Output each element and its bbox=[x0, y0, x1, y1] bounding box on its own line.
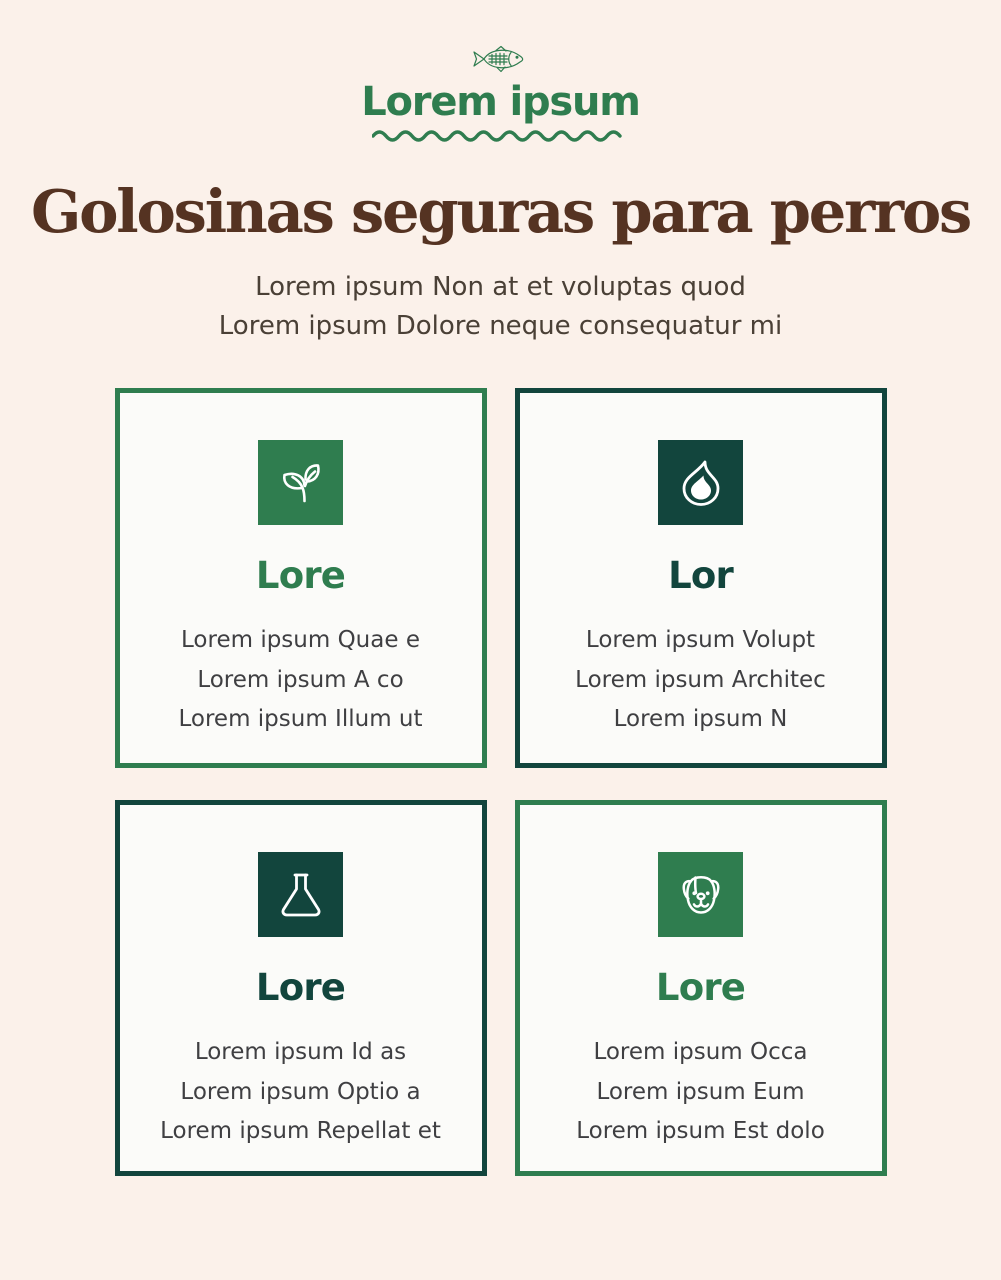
card-title: Lore bbox=[255, 966, 346, 1010]
card-body bbox=[160, 1033, 441, 1152]
card-body-line: Lorem ipsum Volupt bbox=[585, 627, 816, 654]
card-body-line: Lorem ipsum Architec bbox=[575, 666, 826, 693]
icon-tile bbox=[258, 852, 343, 937]
card-title: Lore bbox=[655, 966, 746, 1010]
icon-tile bbox=[258, 440, 343, 525]
feature-card bbox=[115, 800, 487, 1176]
feature-card bbox=[515, 388, 887, 768]
card-body bbox=[178, 621, 422, 740]
wavy-line-divider bbox=[372, 127, 630, 142]
page-title: Golosinas seguras para perros bbox=[30, 177, 971, 246]
dog-face-icon bbox=[675, 869, 727, 921]
icon-tile bbox=[658, 440, 743, 525]
fish-icon bbox=[470, 44, 532, 74]
card-body-line: Lorem ipsum Eum bbox=[596, 1078, 805, 1105]
icon-tile bbox=[658, 852, 743, 937]
brand-header bbox=[0, 0, 1001, 142]
subheading-line: Lorem ipsum Dolore neque consequatur mi bbox=[218, 311, 783, 342]
flask-icon bbox=[275, 869, 327, 921]
card-body-line: Lorem ipsum N bbox=[613, 706, 788, 733]
card-body-line: Lorem ipsum A co bbox=[197, 666, 404, 693]
card-body-line: Lorem ipsum Id as bbox=[194, 1039, 407, 1066]
feature-card bbox=[515, 800, 887, 1176]
card-body-line: Lorem ipsum Optio a bbox=[180, 1078, 421, 1105]
card-body-line: Lorem ipsum Repellat et bbox=[160, 1118, 441, 1145]
feature-card-grid bbox=[115, 388, 887, 1176]
card-body-line: Lorem ipsum Illum ut bbox=[178, 706, 423, 733]
subheading-line: Lorem ipsum Non at et voluptas quod bbox=[255, 272, 746, 303]
leaf-sprout-icon bbox=[275, 457, 327, 509]
card-title: Lore bbox=[255, 554, 346, 598]
subheading bbox=[219, 268, 782, 346]
feature-card bbox=[115, 388, 487, 768]
card-body-line: Lorem ipsum Occa bbox=[593, 1039, 808, 1066]
card-body-line: Lorem ipsum Quae e bbox=[181, 627, 420, 654]
card-title: Lor bbox=[668, 554, 733, 598]
card-body bbox=[576, 1033, 825, 1152]
water-droplet-icon bbox=[675, 457, 727, 509]
card-body bbox=[575, 621, 826, 740]
brand-name: Lorem ipsum bbox=[361, 79, 640, 125]
card-body-line: Lorem ipsum Est dolo bbox=[576, 1118, 825, 1145]
